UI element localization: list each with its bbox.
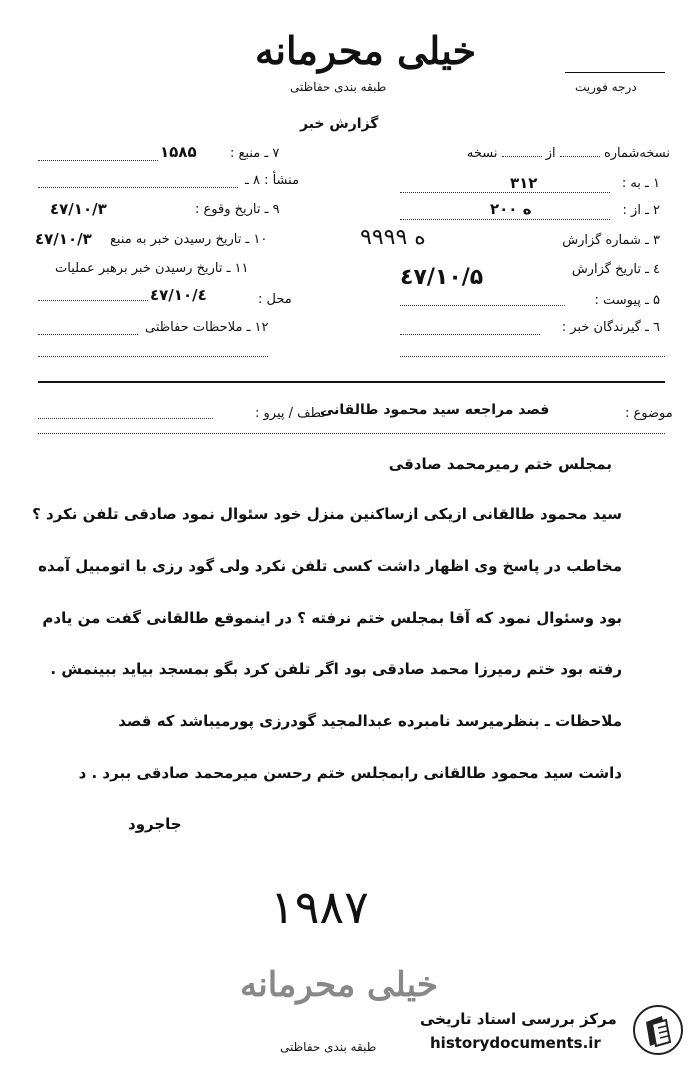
copy-number-label: نسخه‌شماره [603, 146, 670, 161]
field-security-notes-label: ۱۲ ـ ملاحظات حفاظتی [145, 320, 269, 335]
field-attachment [595, 293, 660, 308]
field-to-label: ۱ ـ به : [621, 176, 660, 191]
field-arrival-leader [55, 261, 248, 276]
field-report-number-value: ۹۹۹۹ ه [360, 225, 426, 250]
classification-stamp-top: خیلی محرمانه [255, 28, 477, 73]
copy-number-row [360, 146, 670, 161]
subject-ref-label: عطف / پیرو : [255, 406, 330, 421]
subject-value: فصد مراجعه سید محمود طالقانی [320, 402, 550, 418]
field-occurrence-date-label: ۹ ـ تاریخ وقوع : [195, 202, 280, 217]
field-security-notes [145, 320, 268, 335]
field-location-value: ٤۷/۱۰/٤ [150, 286, 207, 304]
field-attachment-label: ۵ ـ پیوست : [594, 293, 660, 308]
field-source [230, 146, 279, 161]
report-title: گزارش خبر [300, 116, 379, 132]
field-from-value: ۲۰۰ ه [490, 200, 532, 218]
header-separator [38, 381, 665, 383]
field-arrival-source-value: ٤۷/۱۰/۳ [35, 230, 92, 248]
watermark-org-name: مرکز بررسی اسناد تاریخی [420, 1010, 617, 1028]
body-line-7: داشت سید محمود طالقانی رابمجلس ختم رحسن میرمحمد صادقی ببرد . د [78, 764, 622, 782]
field-recipients [562, 320, 660, 335]
field-report-number-label: ۳ ـ شماره گزارش [562, 233, 660, 248]
field-report-date [572, 262, 660, 277]
field-source-value: ۱۵۸۵ [160, 143, 197, 161]
field-source-label: ۷ ـ منبع : [230, 146, 280, 161]
field-report-date-value: ٤۷/۱۰/۵ [400, 265, 484, 290]
field-to [622, 176, 660, 191]
classification-label-top: طبقه بندی حفاظتی [290, 80, 387, 94]
body-signature: جاجرود [128, 815, 182, 833]
document-folder-icon [632, 1004, 684, 1056]
field-arrival-leader-label: ۱۱ ـ تاریخ رسیدن خبر برهبر عملیات [55, 261, 249, 276]
copy-from-label: از [545, 146, 556, 161]
copy-label: نسخه [466, 146, 498, 161]
field-report-date-label: ٤ ـ تاریخ گزارش [571, 262, 660, 277]
body-line-5: رفته بود ختم رمیرزا محمد صادقی بود اگر تلفن کرد بگو بمسجد بیاید ببینمش . [50, 660, 622, 678]
classification-label-bottom: طبقه بندی حفاظتی [280, 1040, 377, 1054]
body-line-4: بود وسئوال نمود که آقا بمجلس ختم نرفته ؟ در اینموقع طالقانی گفت من یادم [42, 609, 622, 627]
watermark [420, 1000, 690, 1060]
watermark-url: historydocuments.ir [430, 1034, 601, 1052]
priority-line [565, 72, 665, 73]
field-origin-label: منشأ : ۸ ـ [245, 173, 300, 188]
field-report-number [562, 233, 660, 248]
priority-label: درجه فوریت [575, 80, 637, 94]
subject-label: موضوع : [625, 406, 673, 421]
field-from-label: ۲ ـ از : [622, 203, 660, 218]
field-recipients-label: ٦ ـ گیرندگان خبر : [561, 320, 660, 335]
field-occurrence-date-value: ٤۷/۱۰/۳ [50, 200, 107, 218]
field-location-label: محل : [258, 292, 292, 307]
body-line-2: سید محمود طالقانی ازیکی ازساکنین منزل خود سئوال نمود صادقی تلفن نکرد ؟ [32, 505, 622, 523]
body-line-6: ملاحظات ـ بنظرمیرسد نامبرده عبدالمجید گودرزی پورمیباشد که قصد [118, 712, 622, 730]
archive-number: ۱۹۸۷ [270, 880, 369, 934]
field-to-value: ۳۱۲ [510, 174, 538, 192]
field-arrival-source-label: ۱۰ ـ تاریخ رسیدن خبر به منبع [110, 232, 268, 247]
classification-stamp-bottom: خیلی محرمانه [240, 965, 438, 1005]
field-location [258, 292, 292, 307]
body-line-3: مخاطب در پاسخ وی اظهار داشت کسی تلفن نکرد ولی گود رزی با اتومبیل آمده [38, 557, 622, 575]
field-origin [245, 173, 299, 188]
field-occurrence-date [195, 202, 280, 217]
field-from [623, 203, 660, 218]
body-line-1: بمجلس ختم‌ رمیرمحمد صادقی [388, 455, 612, 473]
field-arrival-source [110, 232, 267, 247]
